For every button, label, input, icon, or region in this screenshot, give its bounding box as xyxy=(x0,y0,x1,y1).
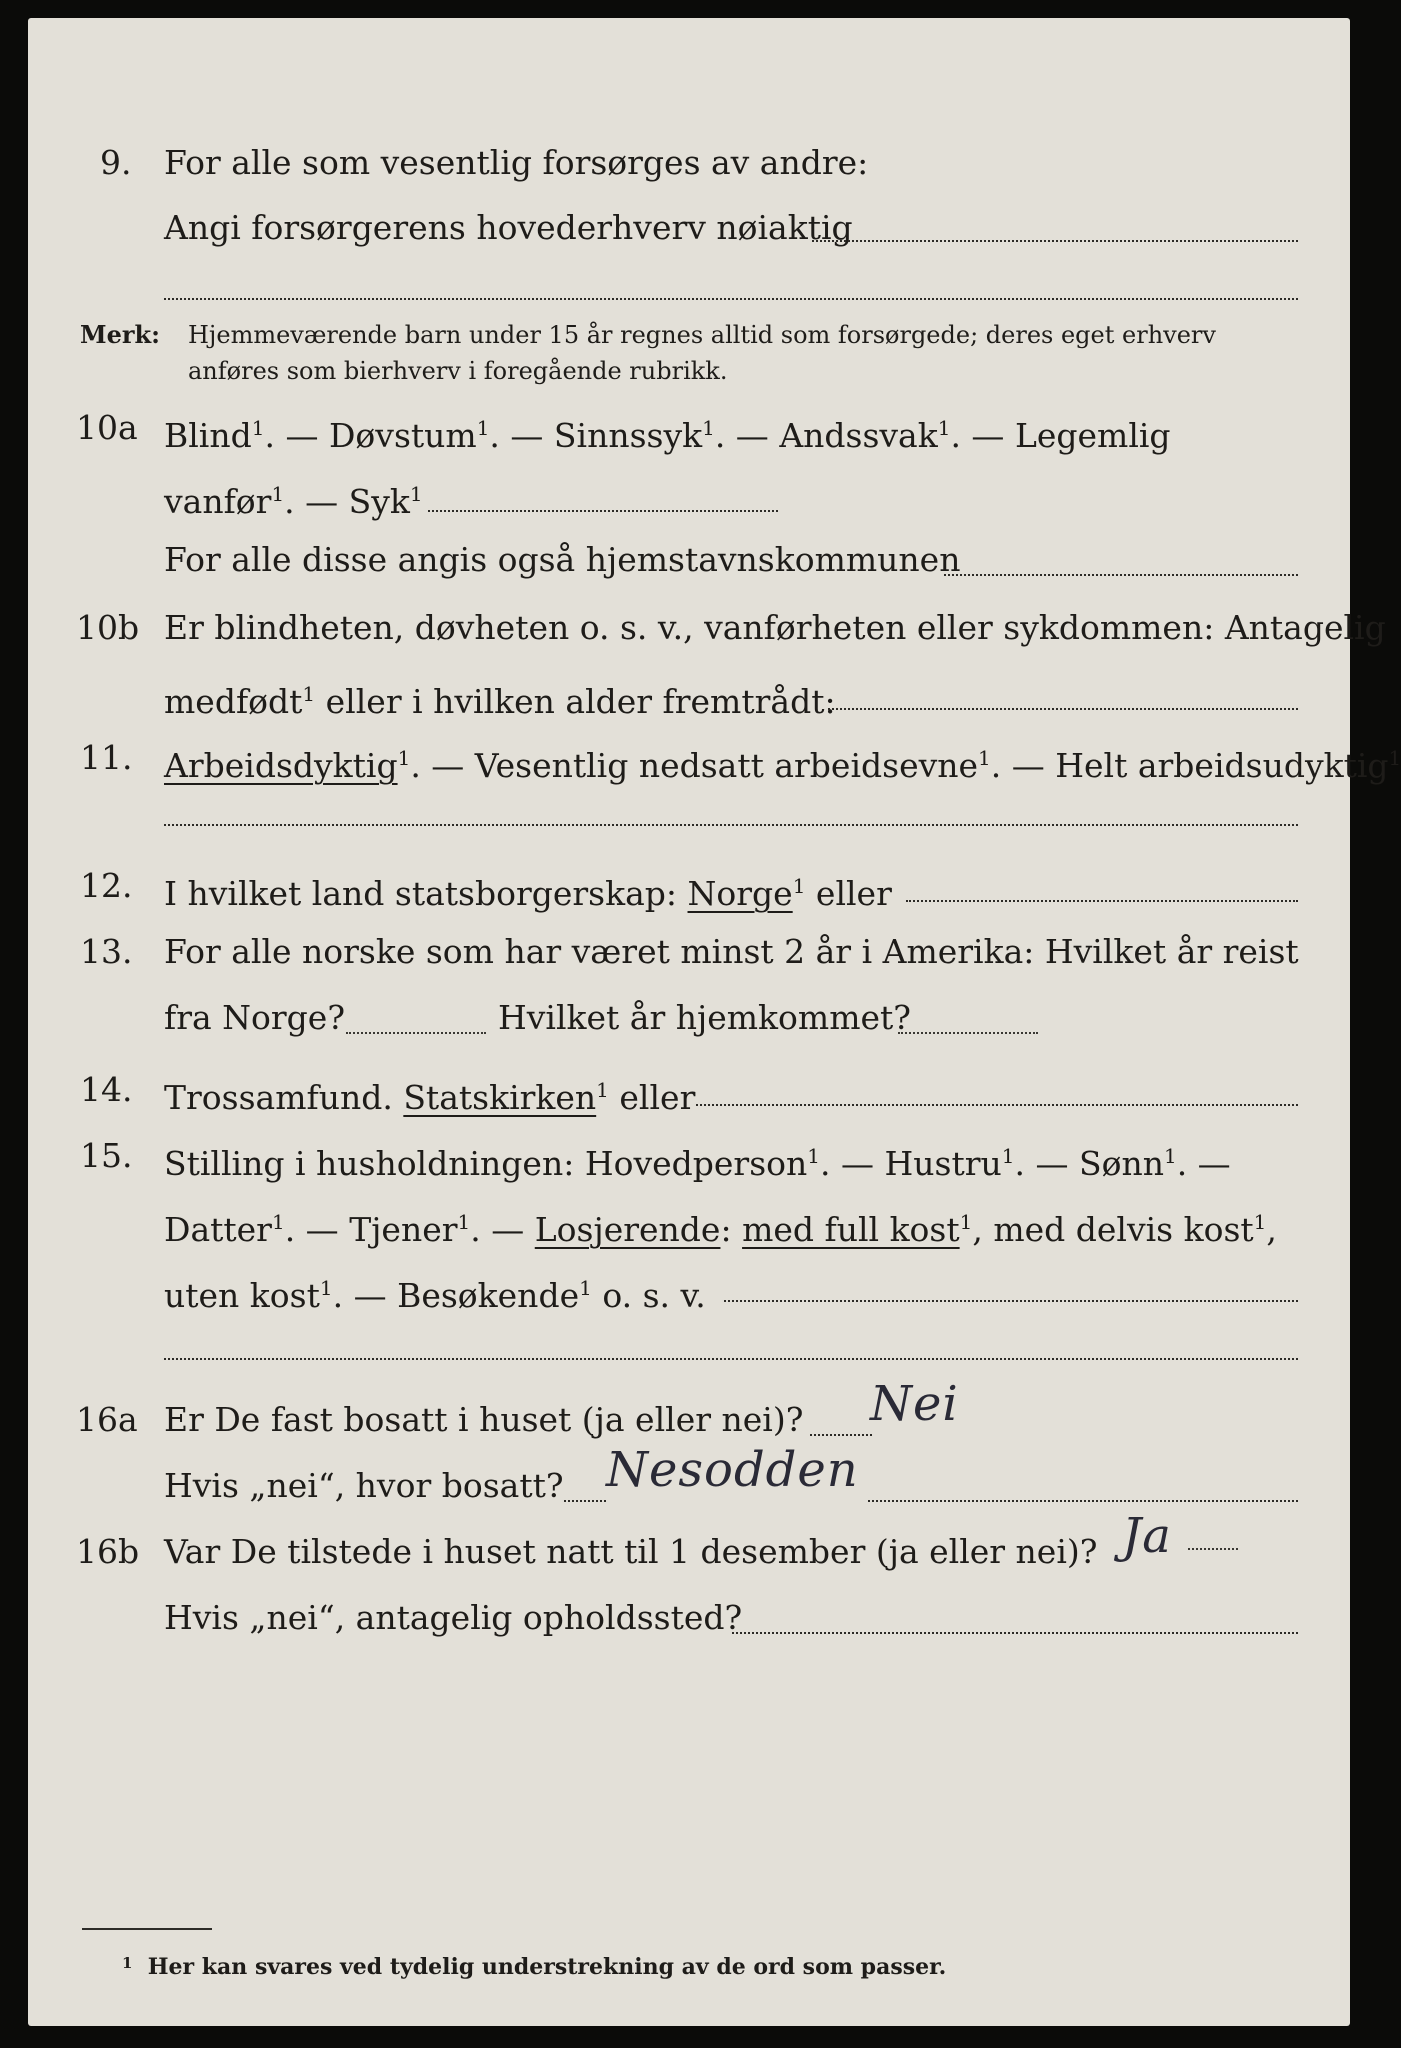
answer-line xyxy=(906,900,1298,902)
answer-line xyxy=(1188,1548,1238,1550)
question-13-number: 13. xyxy=(80,932,133,971)
question-13-line-1: For alle norske som har været minst 2 år i Amerika: Hvilket år reist xyxy=(164,932,1299,971)
answer-line xyxy=(696,1104,1298,1106)
handwritten-answer-nei: Nei xyxy=(870,1376,959,1432)
question-10a-line-1: Blind$^1$. — Døvstum$^1$. — Sinnssyk$^1$. — Andssvak$^1$. — Legemlig xyxy=(164,416,1171,455)
selected-answer-losjerende: Losjerende xyxy=(534,1210,721,1249)
merk-label: Merk: xyxy=(80,320,160,349)
merk-text-2: anføres som bierhverv i foregående rubrikk. xyxy=(188,357,728,385)
selected-answer-med-full-kost: med full kost xyxy=(742,1210,960,1249)
selected-answer-statskirken: Statskirken xyxy=(403,1078,597,1117)
handwritten-answer-ja: Ja xyxy=(1122,1508,1172,1564)
answer-line xyxy=(732,1632,1298,1634)
footnote-text: $^1$ Her kan svares ved tydelig understrekning av de ord som passer. xyxy=(122,1954,947,1980)
question-16a-number: 16a xyxy=(76,1400,138,1439)
answer-line xyxy=(164,824,1298,826)
handwritten-answer-nesodden: Nesodden xyxy=(606,1442,859,1498)
answer-line xyxy=(898,1032,1038,1034)
form-page xyxy=(28,18,1401,2026)
question-11-line-1: Arbeidsdyktig$^1$. — Vesentlig nedsatt arbeidsevne$^1$. — Helt arbeidsudyktig$^1$ xyxy=(164,746,1401,785)
question-16b-number: 16b xyxy=(76,1532,140,1571)
answer-line xyxy=(868,1500,1298,1502)
question-14-number: 14. xyxy=(80,1070,133,1109)
question-13-line-2a: fra Norge? xyxy=(164,998,346,1037)
question-14-line-1: Trossamfund. Statskirken$^1$ eller xyxy=(164,1078,696,1117)
question-10b-line-1: Er blindheten, døvheten o. s. v., vanførheten eller sykdommen: Antagelig xyxy=(164,608,1386,647)
question-9-line-2: Angi forsørgerens hovederhverv nøiaktig xyxy=(164,208,853,247)
question-13-line-2b: Hvilket år hjemkommet? xyxy=(498,998,911,1037)
answer-line xyxy=(164,1358,1298,1360)
answer-line xyxy=(428,510,778,512)
selected-answer-norge: Norge xyxy=(687,874,793,913)
answer-line xyxy=(944,574,1298,576)
answer-line xyxy=(346,1032,486,1034)
question-15-line-1: Stilling i husholdningen: Hovedperson$^1$. — Hustru$^1$. — Sønn$^1$. — xyxy=(164,1144,1231,1183)
question-9-number: 9. xyxy=(100,143,132,182)
question-12-line-1: I hvilket land statsborgerskap: Norge$^1$ eller xyxy=(164,874,892,913)
question-16a-line-2: Hvis „nei“, hvor bosatt? xyxy=(164,1466,564,1505)
question-15-line-2: Datter$^1$. — Tjener$^1$. — Losjerende: med full kost$^1$, med delvis kost$^1$, xyxy=(164,1210,1277,1249)
answer-line xyxy=(812,240,1298,242)
question-16a-line-1: Er De fast bosatt i huset (ja eller nei)? xyxy=(164,1400,804,1439)
answer-line xyxy=(724,1300,1298,1302)
answer-line xyxy=(164,298,1298,300)
question-10a-number: 10a xyxy=(76,408,138,447)
question-16b-line-1: Var De tilstede i huset natt til 1 desember (ja eller nei)? xyxy=(164,1532,1098,1571)
question-11-number: 11. xyxy=(80,738,133,777)
question-10b-number: 10b xyxy=(76,608,140,647)
question-16b-line-2: Hvis „nei“, antagelig opholdssted? xyxy=(164,1598,743,1637)
question-15-number: 15. xyxy=(80,1136,133,1175)
answer-line xyxy=(810,1434,872,1436)
question-10a-line-3: For alle disse angis også hjemstavnskommunen xyxy=(164,540,961,579)
question-9-line-1: For alle som vesentlig forsørges av andre: xyxy=(164,143,869,182)
question-12-number: 12. xyxy=(80,866,133,905)
merk-text-1: Hjemmeværende barn under 15 år regnes alltid som forsørgede; deres eget erhverv xyxy=(188,321,1216,349)
answer-line xyxy=(828,708,1298,710)
selected-answer-arbeidsdyktig: Arbeidsdyktig xyxy=(164,746,398,785)
question-10a-line-2: vanfør$^1$. — Syk$^1$ xyxy=(164,482,423,521)
question-10b-line-2: medfødt$^1$ eller i hvilken alder fremtrådt: xyxy=(164,682,836,721)
question-15-line-3: uten kost$^1$. — Besøkende$^1$ o. s. v. xyxy=(164,1276,706,1315)
answer-line xyxy=(564,1500,606,1502)
footnote-rule xyxy=(82,1928,212,1930)
